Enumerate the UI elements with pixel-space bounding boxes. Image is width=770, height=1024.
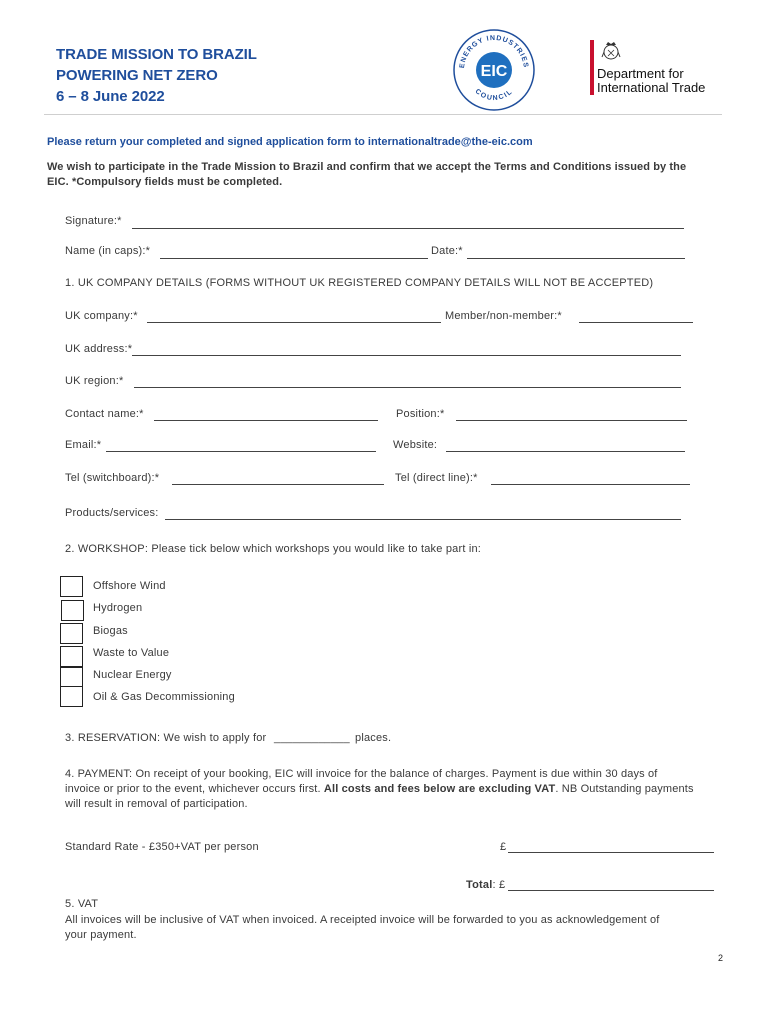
checkbox-waste-to-value[interactable] <box>60 646 83 667</box>
workshop-heading: 2. WORKSHOP: Please tick below which workshops you would like to take part in: <box>65 543 482 555</box>
payment-line-3: will result in removal of participation. <box>65 798 248 810</box>
tel-switchboard-field[interactable] <box>172 484 384 485</box>
date-label: Date:* <box>431 245 463 257</box>
signature-field[interactable] <box>132 228 684 229</box>
total-label: Total: £ <box>466 879 506 891</box>
page-title-line1: TRADE MISSION TO BRAZIL <box>56 46 257 63</box>
confirm-text-1: We wish to participate in the Trade Mission to Brazil and confirm that we accept the Terms and Conditions issued by the <box>47 161 687 173</box>
uk-address-label: UK address:* <box>65 343 133 355</box>
tel-switchboard-label: Tel (switchboard):* <box>65 472 160 484</box>
uk-company-field[interactable] <box>147 322 441 323</box>
vat-line-2: your payment. <box>65 929 137 941</box>
uk-company-label: UK company:* <box>65 310 138 322</box>
dit-logo-line1: Department for <box>597 66 684 81</box>
uk-region-field[interactable] <box>134 387 681 388</box>
name-label: Name (in caps):* <box>65 245 151 257</box>
signature-label: Signature:* <box>65 215 122 227</box>
vat-heading: 5. VAT <box>65 898 99 910</box>
svg-text:ENERGY INDUSTRIES: ENERGY INDUSTRIES <box>458 34 530 69</box>
checkbox-offshore-wind[interactable] <box>60 576 83 597</box>
return-instructions: Please return your completed and signed application form to internationaltrade@the-eic.com <box>47 136 533 148</box>
dit-logo-bar <box>590 40 594 95</box>
header-divider <box>44 114 722 115</box>
payment-vat-note: All costs and fees below are excluding VAT <box>323 783 556 795</box>
total-field[interactable] <box>508 890 714 891</box>
products-label: Products/services: <box>65 507 159 519</box>
products-field[interactable] <box>165 519 681 520</box>
eic-logo <box>452 28 536 112</box>
svg-text:COUNCIL: COUNCIL <box>473 88 515 103</box>
dit-logo-line2: International Trade <box>597 80 706 95</box>
contact-name-field[interactable] <box>154 420 378 421</box>
position-field[interactable] <box>456 420 687 421</box>
payment-line-2: invoice or prior to the event, whichever occurs first. All costs and fees below are excluding VAT. NB Outstanding payments <box>65 783 694 795</box>
member-label: Member/non-member:* <box>445 310 562 322</box>
checkbox-biogas[interactable] <box>60 623 83 644</box>
standard-rate-pound: £ <box>500 841 507 853</box>
checkbox-nuclear-energy[interactable] <box>60 667 83 688</box>
confirm-text-2: EIC. *Compulsory fields must be completed. <box>47 176 283 188</box>
reservation-places-field[interactable]: ____________ <box>274 732 350 744</box>
page-title-line3: 6 – 8 June 2022 <box>56 88 165 105</box>
uk-region-label: UK region:* <box>65 375 124 387</box>
contact-name-label: Contact name:* <box>65 408 144 420</box>
date-field[interactable] <box>467 258 685 259</box>
email-label: Email:* <box>65 439 102 451</box>
workshop-option-label: Offshore Wind <box>93 580 166 592</box>
vat-line-1: All invoices will be inclusive of VAT when invoiced. A receipted invoice will be forwarded to you as acknowledgement of <box>65 914 660 926</box>
website-field[interactable] <box>446 451 685 452</box>
standard-rate-field[interactable] <box>508 852 714 853</box>
section-1-heading: 1. UK COMPANY DETAILS (FORMS WITHOUT UK REGISTERED COMPANY DETAILS WILL NOT BE ACCEPTED) <box>65 277 654 289</box>
page-number: 2 <box>718 953 724 963</box>
workshop-option-label: Waste to Value <box>93 647 170 659</box>
name-field[interactable] <box>160 258 428 259</box>
payment-line-1: 4. PAYMENT: On receipt of your booking, EIC will invoice for the balance of charges. Payment is due within 30 days of <box>65 768 658 780</box>
uk-address-field[interactable] <box>132 355 681 356</box>
eic-logo-center-text: EIC <box>480 63 508 80</box>
workshop-option-label: Hydrogen <box>93 602 143 614</box>
website-label: Website: <box>393 439 438 451</box>
workshop-option-label: Nuclear Energy <box>93 669 172 681</box>
workshop-option-label: Oil & Gas Decommissioning <box>93 691 235 703</box>
reservation-suffix: places. <box>355 732 392 744</box>
member-field[interactable] <box>579 322 693 323</box>
crest-icon <box>600 40 622 62</box>
page-title-line2: POWERING NET ZERO <box>56 67 218 84</box>
position-label: Position:* <box>396 408 445 420</box>
checkbox-oil-gas-decommissioning[interactable] <box>60 686 83 707</box>
checkbox-hydrogen[interactable] <box>61 600 84 621</box>
tel-direct-field[interactable] <box>491 484 690 485</box>
reservation-prefix: 3. RESERVATION: We wish to apply for <box>65 732 267 744</box>
workshop-option-label: Biogas <box>93 625 128 637</box>
standard-rate-label: Standard Rate - £350+VAT per person <box>65 841 259 853</box>
email-field[interactable] <box>106 451 376 452</box>
tel-direct-label: Tel (direct line):* <box>395 472 478 484</box>
